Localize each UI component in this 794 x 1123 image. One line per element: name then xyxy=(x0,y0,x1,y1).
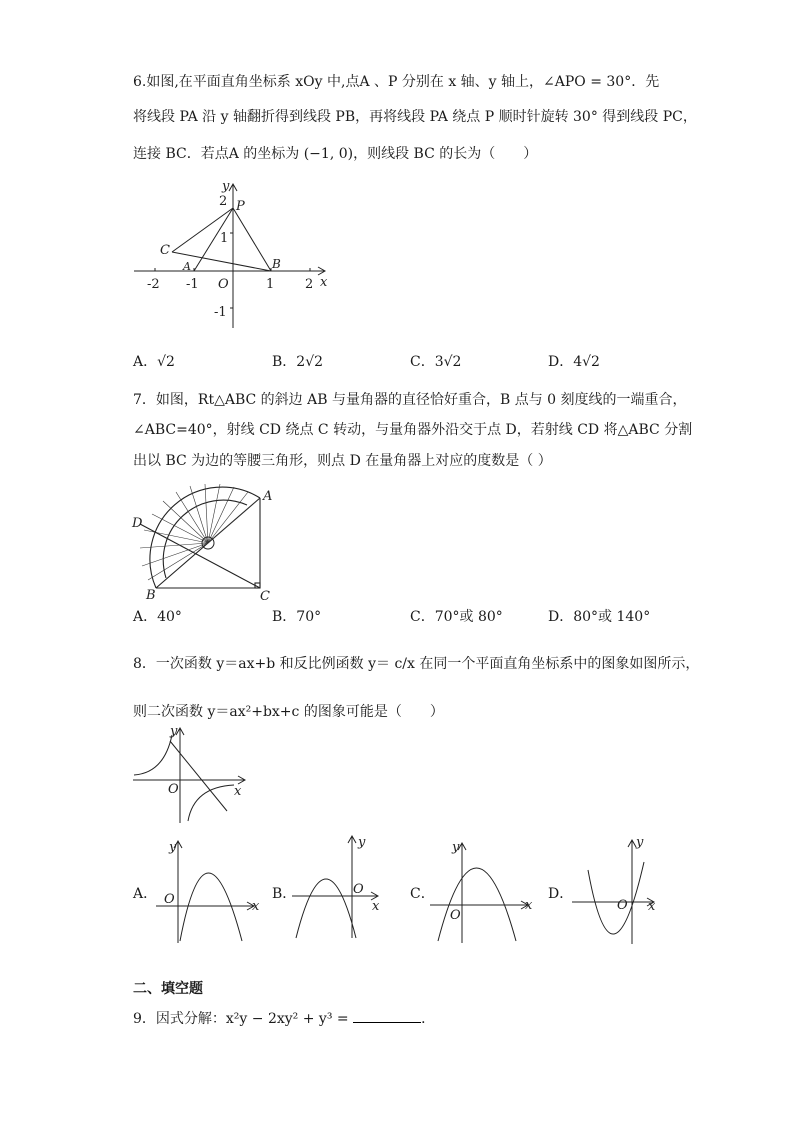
q9-end: ． xyxy=(421,1011,436,1027)
q6-segment-PB xyxy=(233,208,271,271)
q8-option-c-x-label: x xyxy=(525,898,533,913)
q6-xtick: -2 xyxy=(147,277,160,292)
q8-option-b-origin: O xyxy=(353,882,364,897)
q8-option-b-x-label: x xyxy=(372,899,380,914)
q9-answer-blank[interactable] xyxy=(353,1008,421,1023)
q8-option-c-origin: O xyxy=(450,908,461,923)
q6-xtick: 1 xyxy=(266,277,275,292)
q6-point-A: A xyxy=(183,260,191,273)
q8-x-label: x xyxy=(234,784,242,799)
q6-point-P: P xyxy=(236,199,245,214)
q7-ray-CD xyxy=(140,524,260,588)
q6-option-c[interactable]: C．3√2 xyxy=(410,354,462,370)
q7-figure xyxy=(130,478,290,603)
q8-option-c-graph[interactable] xyxy=(428,835,538,945)
q8-linear-graph xyxy=(170,741,227,811)
q6-option-d[interactable]: D．4√2 xyxy=(548,354,600,370)
q8-option-b-graph[interactable] xyxy=(290,830,390,940)
q6-x-label: x xyxy=(320,275,328,290)
q7-option-b[interactable]: B．70° xyxy=(272,609,322,625)
q8-main-figure xyxy=(130,723,250,828)
q6-xtick: 2 xyxy=(305,277,314,292)
q6-option-b[interactable]: B．2√2 xyxy=(272,354,324,370)
q7-line-2: ∠ABC=40°，射线 CD 绕点 C 转动，与量角器外沿交于点 D，若射线 CD 将△ABC 分割 xyxy=(133,422,693,438)
q6-xtick: -1 xyxy=(186,277,199,292)
q6-point-C: C xyxy=(160,243,170,258)
q8-option-d-graph[interactable] xyxy=(568,832,668,947)
q6-ytick: 1 xyxy=(220,231,229,246)
q6-line-1: 6.如图,在平面直角坐标系 xOy 中,点A 、P 分别在 x 轴、y 轴上，∠APO = 30°．先 xyxy=(133,74,660,90)
q6-figure xyxy=(130,178,330,338)
q6-y-label: y xyxy=(222,179,230,194)
q8-line-2: 则二次函数 y＝ax²+bx+c 的图象可能是（ ） xyxy=(133,704,444,720)
q8-option-d-x-label: x xyxy=(648,899,656,914)
q7-option-c[interactable]: C．70°或 80° xyxy=(410,609,503,625)
q6-point-B: B xyxy=(272,257,281,271)
q8-option-d-parabola xyxy=(588,862,644,934)
q7-point-C: C xyxy=(260,589,270,604)
q8-option-a-parabola xyxy=(180,873,242,941)
q8-option-a-label[interactable]: A． xyxy=(133,886,158,902)
q7-point-D: D xyxy=(132,516,143,531)
q6-ytick: 2 xyxy=(219,194,228,209)
q7-line-1: 7．如图，Rt△ABC 的斜边 AB 与量角器的直径恰好重合，B 点与 0 刻度线的一端重合， xyxy=(133,392,687,408)
q8-option-b-y-label: y xyxy=(358,835,366,850)
q8-option-d-label[interactable]: D． xyxy=(548,886,574,902)
q8-hyperbola-right xyxy=(188,785,234,821)
q8-option-d-y-label: y xyxy=(636,835,644,850)
q9-line xyxy=(133,1008,435,1029)
q6-option-a[interactable]: A．√2 xyxy=(133,354,175,370)
q7-point-A: A xyxy=(263,489,273,504)
q8-option-a-x-label: x xyxy=(252,899,260,914)
q8-option-c-y-label: y xyxy=(452,840,460,855)
q8-line-1: 8．一次函数 y＝ax+b 和反比例函数 y＝ c/x 在同一个平面直角坐标系中的图象如图所示， xyxy=(133,656,700,672)
q6-line-2: 将线段 PA 沿 y 轴翻折得到线段 PB，再将线段 PA 绕点 P 顺时针旋转 30° 得到线段 PC， xyxy=(133,109,697,125)
q8-option-a-y-label: y xyxy=(169,840,177,855)
q8-option-c-label[interactable]: C． xyxy=(410,886,435,902)
q7-point-B: B xyxy=(146,588,156,603)
section-title: 二、填空题 xyxy=(133,981,203,997)
q6-line-3: 连接 BC．若点A 的坐标为 (−1, 0)，则线段 BC 的长为（ ） xyxy=(133,146,538,162)
q8-origin-label: O xyxy=(168,782,179,797)
q6-ytick: -1 xyxy=(214,305,227,320)
q8-option-a-origin: O xyxy=(164,892,175,907)
q7-option-a[interactable]: A．40° xyxy=(133,609,182,625)
q7-line-3: 出以 BC 为边的等腰三角形，则点 D 在量角器上对应的度数是（ ） xyxy=(133,453,552,469)
q7-protractor-inner-arc xyxy=(163,500,247,578)
q8-option-d-origin: O xyxy=(617,898,628,913)
q6-origin-label: O xyxy=(218,277,229,292)
q8-option-b-parabola xyxy=(296,879,356,938)
q7-option-d[interactable]: D．80°或 140° xyxy=(548,609,651,625)
q9-text: 9．因式分解：x²y − 2xy² + y³ = xyxy=(133,1011,349,1027)
q8-option-b-label[interactable]: B． xyxy=(272,886,297,902)
q8-option-a-graph[interactable] xyxy=(150,835,260,945)
q8-hyperbola-left xyxy=(134,735,172,775)
q8-y-label: y xyxy=(170,724,178,739)
